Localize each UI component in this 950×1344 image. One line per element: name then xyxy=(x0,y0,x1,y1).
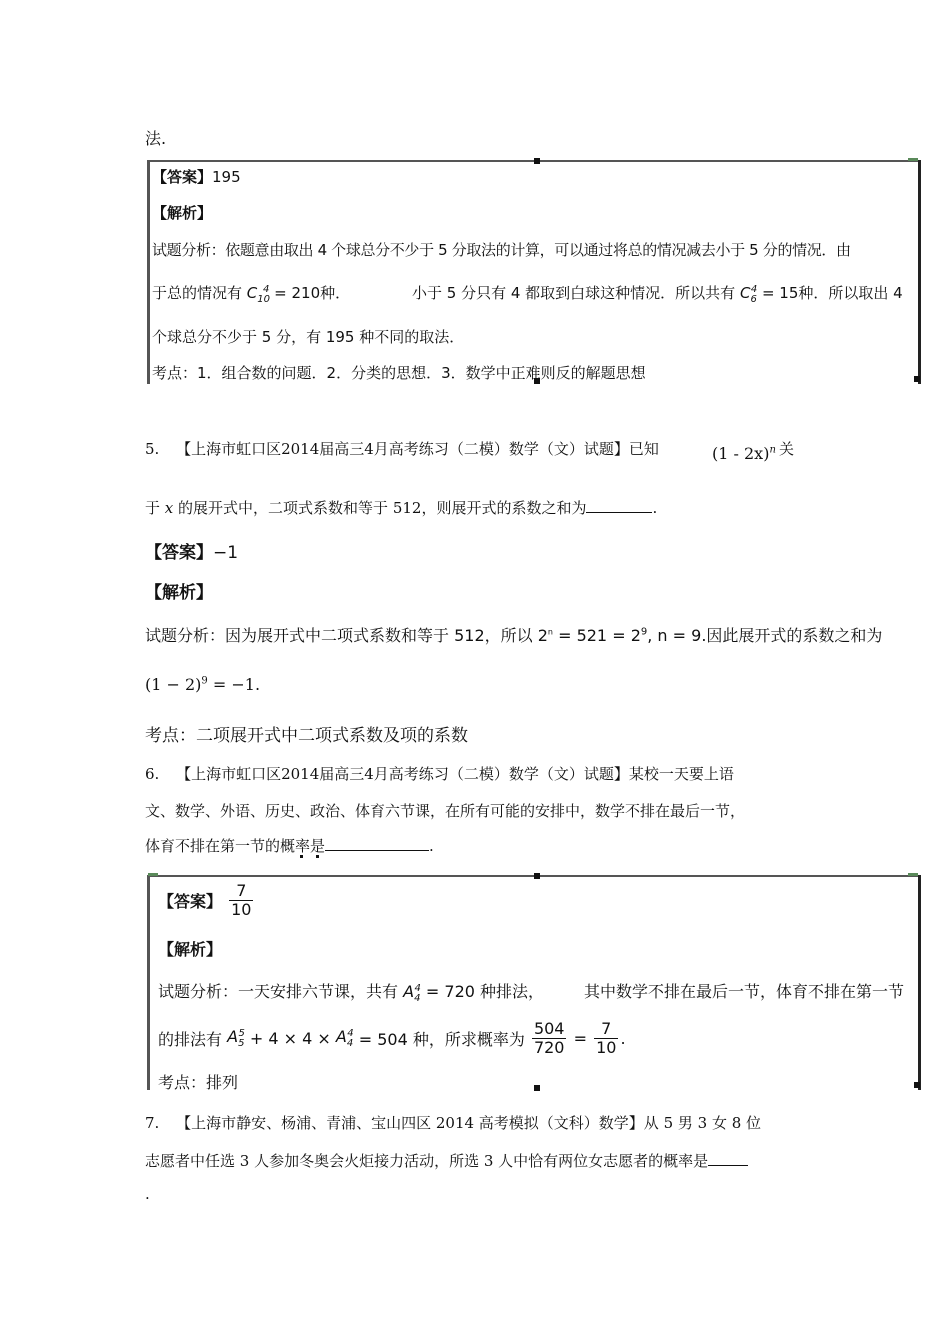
equals-sign: = xyxy=(573,1029,587,1048)
box2-analysis-label: 【解析】 xyxy=(158,940,223,959)
q5-answer-blank[interactable] xyxy=(586,498,652,513)
box2-resize-handle-top[interactable] xyxy=(534,873,540,879)
q5-analysis-part2: = 521 = 2 xyxy=(558,626,641,645)
box2-left-border xyxy=(147,875,150,1090)
emphasis-dot xyxy=(300,855,303,858)
q6-text-line1: 【上海市虹口区2014届高三4月高考练习（二模）数学（文）试题】某校一天要上语 xyxy=(176,765,734,783)
q5-line2-end: . xyxy=(652,499,658,517)
fraction-denominator: 10 xyxy=(596,1038,617,1057)
q5-line2 xyxy=(145,497,657,518)
box2-right-border xyxy=(918,875,921,1090)
box1-resize-handle-corner[interactable] xyxy=(914,376,920,382)
probability-fraction-1 xyxy=(532,1020,567,1057)
box2-analysis-line1 xyxy=(158,979,544,1004)
box1-right-border xyxy=(918,160,921,384)
q5-answer-value: −1 xyxy=(213,543,239,563)
box2-answer xyxy=(158,882,255,919)
box2-kaodian: 考点：排列 xyxy=(158,1073,239,1092)
q5-analysis2-base: (1 − 2) xyxy=(145,675,202,694)
q5-answer-label: 【答案】 xyxy=(145,543,213,563)
box2-line2-part3: = 504 种，所求概率为 xyxy=(358,1030,525,1049)
box1-analysis-label: 【解析】 xyxy=(152,204,213,222)
box2-line1-part1: 试题分析：一天安排六节课，共有 xyxy=(158,982,399,1001)
box1-answer xyxy=(152,166,241,187)
box2-resize-handle-bottom[interactable] xyxy=(534,1085,540,1091)
permutation-a5-5: $A_5^5$ xyxy=(227,1027,245,1050)
q5-source: 【上海市虹口区2014届高三4月高考练习（二模）数学（文）试题】已知 xyxy=(176,440,659,458)
q7-number: 7. xyxy=(145,1114,160,1132)
q7-text-line1: 【上海市静安、杨浦、青浦、宝山四区 2014 高考模拟（文科）数学】从 5 男 3 女 8 位 xyxy=(176,1114,762,1132)
box1-line2-part4: = 15种．所以取出 4 xyxy=(761,284,903,302)
q5-analysis-label: 【解析】 xyxy=(145,583,213,603)
q5-line2-part2: 的展开式中，二项式系数和等于 512，则展开式的系数之和为 xyxy=(178,499,587,517)
q6-line2: 文、数学、外语、历史、政治、体育六节课，在所有可能的安排中，数学不排在最后一节， xyxy=(145,802,746,820)
box1-line2-part2: = 210种． xyxy=(274,284,351,302)
q5-answer xyxy=(145,538,238,563)
combination-c10-4: $C_{10}^4$ xyxy=(246,284,271,305)
box2-line2-part1: 的排法有 xyxy=(158,1030,223,1049)
q5-number: 5. xyxy=(145,440,160,458)
box2-line2-end: . xyxy=(620,1029,626,1048)
q7-line1 xyxy=(145,1112,761,1133)
fraction-numerator: 7 xyxy=(594,1020,618,1039)
q6-line3-text: 体育不排在第一节的概率是 xyxy=(145,837,326,855)
q5-analysis-exp: 9 xyxy=(640,626,648,638)
q7-line3: . xyxy=(145,1185,150,1203)
box1-analysis-line2-right xyxy=(412,282,903,305)
q5-line2-part1: 于 xyxy=(145,499,161,517)
q5-analysis-line2 xyxy=(145,675,260,694)
fraction-denominator: 720 xyxy=(533,1038,565,1057)
q5-variable-x: x xyxy=(164,499,174,517)
q5-analysis2-result: = −1. xyxy=(212,675,261,694)
q5-analysis2-exp: 9 xyxy=(201,675,208,687)
box2-line2-part2: + 4 × 4 × xyxy=(249,1029,331,1048)
q6-line3 xyxy=(145,835,434,856)
q5-expr-exponent: n xyxy=(769,444,776,456)
q6-number: 6. xyxy=(145,765,160,783)
box1-corner-mark xyxy=(908,158,918,161)
box1-resize-handle-top[interactable] xyxy=(534,158,540,164)
box2-analysis-line2 xyxy=(158,1020,626,1057)
box2-corner-mark-left xyxy=(148,873,158,876)
fraction-numerator: 504 xyxy=(533,1019,565,1038)
q7-line2 xyxy=(145,1150,748,1171)
box2-resize-handle-corner[interactable] xyxy=(914,1082,920,1088)
box1-line2-part3: 小于 5 分只有 4 都取到白球这种情况．所以共有 xyxy=(412,284,736,302)
q5-expr-base: (1 - 2x) xyxy=(712,444,770,463)
continued-text: 法. xyxy=(145,129,167,148)
permutation-a4-4: $A_4^4$ xyxy=(403,982,421,1005)
box1-left-border xyxy=(147,160,150,384)
q5-kaodian: 考点：二项展开式中二项式系数及项的系数 xyxy=(145,726,468,746)
box1-answer-value: 195 xyxy=(212,168,241,186)
q5-expression xyxy=(712,444,776,463)
box2-answer-label: 【答案】 xyxy=(158,892,223,911)
q5-analysis-part1: 试题分析：因为展开式中二项式系数和等于 512，所以 2 xyxy=(145,626,548,645)
box1-analysis-line2 xyxy=(152,282,350,305)
box2-analysis-line1-right: 其中数学不排在最后一节，体育不排在第一节 xyxy=(584,982,905,1001)
q7-text-line2: 志愿者中任选 3 人参加冬奥会火炬接力活动，所选 3 人中恰有两位女志愿者的概率是 xyxy=(145,1152,709,1170)
probability-fraction-2 xyxy=(594,1020,618,1057)
permutation-a4-4b: $A_4^4$ xyxy=(335,1027,354,1050)
box2-line1-part2: = 720 种排法， xyxy=(425,982,545,1001)
fraction-denominator: 10 xyxy=(231,900,252,919)
q6-line3-end: . xyxy=(429,837,434,855)
box1-kaodian: 考点：1．组合数的问题．2．分类的思想．3．数学中正难则反的解题思想 xyxy=(152,364,646,382)
fraction-numerator: 7 xyxy=(229,882,253,901)
box1-analysis-line1: 试题分析：依题意由取出 4 个球总分不少于 5 分取法的计算，可以通过将总的情况减去小于 5 分的情况．由 xyxy=(152,241,851,259)
box2-answer-fraction xyxy=(229,882,253,919)
q7-answer-blank[interactable] xyxy=(708,1151,748,1166)
emphasis-dot xyxy=(316,855,319,858)
q5-line1 xyxy=(145,438,659,459)
q5-guan: 关 xyxy=(779,440,795,458)
box1-analysis-line3: 个球总分不少于 5 分，有 195 种不同的取法． xyxy=(152,328,465,346)
q6-answer-blank[interactable] xyxy=(325,836,429,851)
box1-line2-part1: 于总的情况有 xyxy=(152,284,243,302)
combination-c6-4: $C_6^4$ xyxy=(739,284,758,305)
q6-line1 xyxy=(145,763,734,784)
q5-analysis-line1: 试题分析：因为展开式中二项式系数和等于 512，所以 $2^n = 521 = 2^9$, n = 9.因此展开式的系数之和为 xyxy=(145,626,883,645)
q5-analysis-part3: , n = 9.因此展开式的系数之和为 xyxy=(647,626,883,645)
box1-answer-label: 【答案】 xyxy=(152,168,213,186)
box2-corner-mark-right xyxy=(908,873,918,876)
